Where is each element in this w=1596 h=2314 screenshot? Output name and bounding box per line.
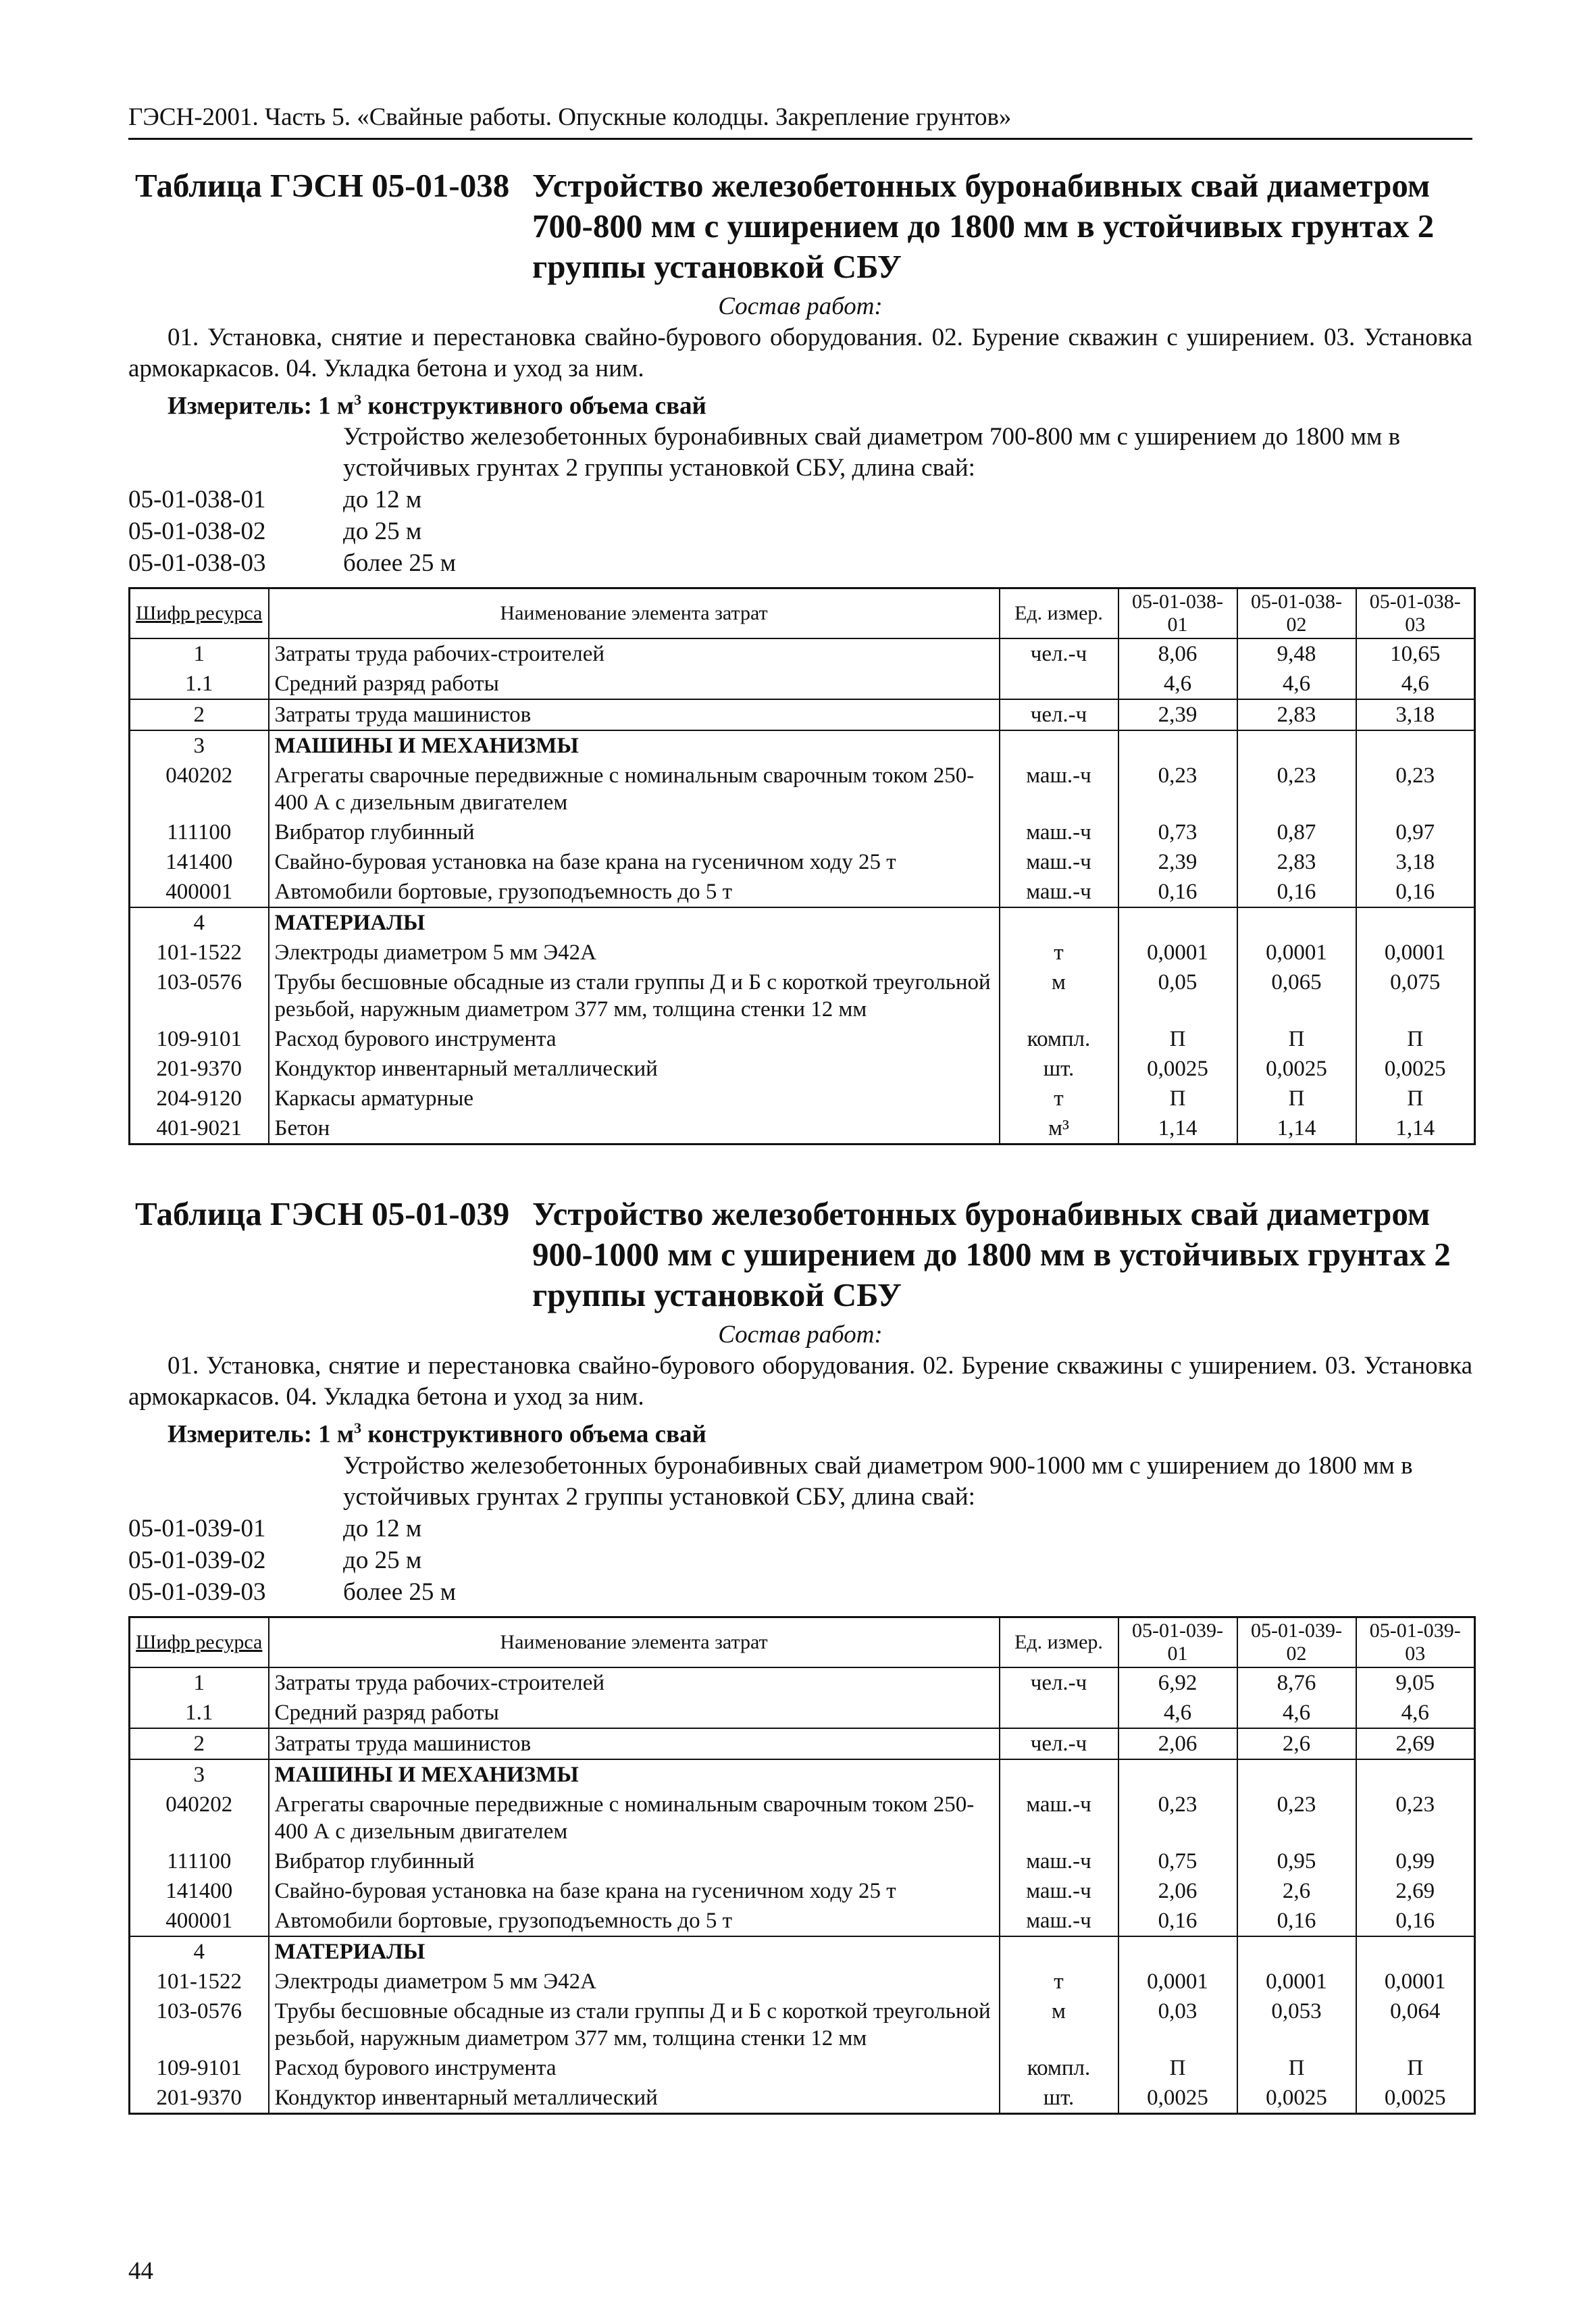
cell-value-2: 9,48: [1237, 638, 1356, 669]
cell-value-2: [1237, 730, 1356, 761]
cell-value-3: 0,97: [1356, 818, 1475, 847]
cell-name: Затраты труда машинистов: [269, 1728, 1000, 1759]
cell-value-1: 0,16: [1118, 877, 1237, 907]
table-title: [128, 166, 1472, 287]
cell-value-2: 4,6: [1237, 1698, 1356, 1728]
table-row: [130, 669, 1475, 699]
norm-desc: до 12 м: [343, 486, 422, 514]
cell-code: 141400: [130, 847, 269, 877]
cell-name: Средний разряд работы: [269, 669, 1000, 699]
page-number: 44: [128, 2257, 153, 2285]
unit-sup: 3: [354, 1419, 362, 1437]
cell-unit: м: [1000, 967, 1118, 1024]
cell-value-3: 2,69: [1356, 1876, 1475, 1906]
header-col-2: 05-01-039-02: [1237, 1617, 1356, 1667]
cell-unit: компл.: [1000, 1024, 1118, 1054]
cell-name: Трубы бесшовные обсадные из стали группы Д и Б с короткой треугольной резьбой, наружным диаметром 377 мм, толщина стенки 12 мм: [269, 967, 1000, 1024]
unit-label: Измеритель: 1 м: [168, 392, 355, 420]
cell-value-2: 0,23: [1237, 1790, 1356, 1846]
cell-value-3: П: [1356, 2053, 1475, 2083]
cell-name: МАШИНЫ И МЕХАНИЗМЫ: [269, 1759, 1000, 1790]
unit-sup: 3: [354, 391, 362, 408]
cell-value-2: 8,76: [1237, 1667, 1356, 1698]
table-row: [130, 847, 1475, 877]
cell-value-2: 4,6: [1237, 669, 1356, 699]
table-title-text: Устройство железобетонных буронабивных свай диаметром 700-800 мм с уширением до 1800 мм в устойчивых грунтах 2 группы установкой СБУ: [532, 167, 1435, 285]
cell-value-2: 0,87: [1237, 818, 1356, 847]
cell-value-3: 2,69: [1356, 1728, 1475, 1759]
cell-value-3: 10,65: [1356, 638, 1475, 669]
cell-value-1: 0,23: [1118, 761, 1237, 818]
cell-unit: маш.-ч: [1000, 847, 1118, 877]
table-row: [130, 1996, 1475, 2053]
cell-name: Кондуктор инвентарный металлический: [269, 2083, 1000, 2114]
norm-code: 05-01-038-01: [128, 486, 266, 514]
composition-heading: Состав работ:: [718, 1321, 883, 1349]
cell-unit: т: [1000, 1084, 1118, 1113]
code-row: [128, 515, 1472, 547]
composition-text: 01. Установка, снятие и перестановка свайно-бурового оборудования. 02. Бурение скважин с уширением. 03. Установка армокаркасов. 04. Укладка бетона и уход за ним.: [128, 324, 1472, 382]
table-header-row: [130, 588, 1475, 639]
table-section-row: [130, 1936, 1475, 1967]
cell-code: 1: [130, 1667, 269, 1698]
cell-value-1: 1,14: [1118, 1113, 1237, 1145]
cell-name: Агрегаты сварочные передвижные с номинальным сварочным током 250-400 А с дизельным двигателем: [269, 761, 1000, 818]
cell-value-1: 0,23: [1118, 1790, 1237, 1846]
cell-value-3: П: [1356, 1084, 1475, 1113]
cell-value-3: 3,18: [1356, 699, 1475, 730]
unit-label: Измеритель: 1 м: [168, 1420, 355, 1449]
unit-rest: конструктивного объема свай: [361, 1420, 706, 1449]
table-section-row: [130, 730, 1475, 761]
cell-value-2: 0,0025: [1237, 2083, 1356, 2114]
cell-value-2: 1,14: [1237, 1113, 1356, 1145]
table-row: [130, 938, 1475, 967]
cell-unit: [1000, 907, 1118, 938]
code-list: [128, 1513, 1472, 1608]
cell-code: 401-9021: [130, 1113, 269, 1145]
cell-unit: чел.-ч: [1000, 638, 1118, 669]
unit-line: [128, 1413, 1472, 1450]
cell-value-2: 0,0001: [1237, 1967, 1356, 1996]
table-header-row: [130, 1617, 1475, 1667]
cell-unit: чел.-ч: [1000, 699, 1118, 730]
cell-value-1: 6,92: [1118, 1667, 1237, 1698]
table-row: [130, 1113, 1475, 1145]
cell-value-1: 0,75: [1118, 1846, 1237, 1876]
code-list: [128, 484, 1472, 579]
document-page: [128, 101, 1472, 2115]
cell-name: Каркасы арматурные: [269, 1084, 1000, 1113]
table-title-prefix: Таблица ГЭСН 05-01-038: [135, 167, 510, 204]
cell-unit: маш.-ч: [1000, 1846, 1118, 1876]
table-title-text: Устройство железобетонных буронабивных свай диаметром 900-1000 мм с уширением до 1800 мм в устойчивых грунтах 2 группы установкой СБУ: [532, 1195, 1451, 1314]
cell-value-2: 2,83: [1237, 699, 1356, 730]
cell-name: Автомобили бортовые, грузоподъемность до 5 т: [269, 1906, 1000, 1936]
norm-code: 05-01-038-03: [128, 549, 266, 578]
resource-table: [128, 587, 1476, 1145]
norm-code: 05-01-039-02: [128, 1546, 266, 1574]
cell-name: МАШИНЫ И МЕХАНИЗМЫ: [269, 730, 1000, 761]
cell-value-1: [1118, 730, 1237, 761]
cell-value-1: П: [1118, 2053, 1237, 2083]
cell-unit: шт.: [1000, 1054, 1118, 1084]
table-row: [130, 699, 1475, 730]
cell-value-1: 0,73: [1118, 818, 1237, 847]
cell-unit: чел.-ч: [1000, 1667, 1118, 1698]
table-row: [130, 2083, 1475, 2114]
cell-value-2: 0,0001: [1237, 938, 1356, 967]
cell-name: Свайно-буровая установка на базе крана на гусеничном ходу 25 т: [269, 847, 1000, 877]
cell-unit: маш.-ч: [1000, 877, 1118, 907]
norm-desc: более 25 м: [343, 549, 457, 578]
header-col-3: 05-01-039-03: [1356, 1617, 1475, 1667]
cell-value-1: 0,0025: [1118, 2083, 1237, 2114]
cell-code: 2: [130, 699, 269, 730]
cell-value-3: [1356, 730, 1475, 761]
table-title-prefix: Таблица ГЭСН 05-01-039: [135, 1195, 510, 1233]
cell-name: Кондуктор инвентарный металлический: [269, 1054, 1000, 1084]
cell-value-3: 0,075: [1356, 967, 1475, 1024]
cell-value-3: 9,05: [1356, 1667, 1475, 1698]
header-col-2: 05-01-038-02: [1237, 588, 1356, 639]
cell-code: 040202: [130, 761, 269, 818]
cell-value-3: 3,18: [1356, 847, 1475, 877]
header-code: Шифр ресурса: [130, 1617, 269, 1667]
table-row: [130, 1698, 1475, 1728]
intro-text: Устройство железобетонных буронабивных свай диаметром 700-800 мм с уширением до 1800 мм в устойчивых грунтах 2 группы установкой СБУ, длина свай:: [343, 423, 1401, 482]
cell-code: 400001: [130, 877, 269, 907]
cell-value-1: 0,16: [1118, 1906, 1237, 1936]
table-row: [130, 1728, 1475, 1759]
cell-value-1: 0,05: [1118, 967, 1237, 1024]
norm-desc: более 25 м: [343, 1578, 457, 1606]
cell-unit: компл.: [1000, 2053, 1118, 2083]
cell-code: 2: [130, 1728, 269, 1759]
cell-value-1: 0,0025: [1118, 1054, 1237, 1084]
cell-value-3: 0,064: [1356, 1996, 1475, 2053]
cell-value-1: 2,06: [1118, 1876, 1237, 1906]
cell-code: 109-9101: [130, 2053, 269, 2083]
cell-name: Затраты труда машинистов: [269, 699, 1000, 730]
cell-value-2: [1237, 1759, 1356, 1790]
cell-code: 1: [130, 638, 269, 669]
cell-unit: м: [1000, 1996, 1118, 2053]
cell-unit: [1000, 1936, 1118, 1967]
norm-code: 05-01-039-01: [128, 1514, 266, 1542]
cell-code: 3: [130, 1759, 269, 1790]
cell-code: 201-9370: [130, 2083, 269, 2114]
table-row: [130, 967, 1475, 1024]
cell-code: 1.1: [130, 669, 269, 699]
table-row: [130, 818, 1475, 847]
cell-name: Автомобили бортовые, грузоподъемность до 5 т: [269, 877, 1000, 907]
cell-value-1: 8,06: [1118, 638, 1237, 669]
header-unit: Ед. измер.: [1000, 1617, 1118, 1667]
cell-code: 101-1522: [130, 1967, 269, 1996]
cell-code: 201-9370: [130, 1054, 269, 1084]
cell-code: 4: [130, 1936, 269, 1967]
cell-name: Средний разряд работы: [269, 1698, 1000, 1728]
cell-code: 400001: [130, 1906, 269, 1936]
resource-table: [128, 1616, 1476, 2115]
cell-unit: шт.: [1000, 2083, 1118, 2114]
cell-value-2: 2,6: [1237, 1876, 1356, 1906]
composition-text: 01. Установка, снятие и перестановка свайно-бурового оборудования. 02. Бурение скважины с уширением. 03. Установка армокаркасов. 04. Укладка бетона и уход за ним.: [128, 1352, 1472, 1411]
cell-value-2: П: [1237, 1084, 1356, 1113]
cell-code: 4: [130, 907, 269, 938]
cell-name: Затраты труда рабочих-строителей: [269, 1667, 1000, 1698]
header-name: Наименование элемента затрат: [269, 1617, 1000, 1667]
header-name: Наименование элемента затрат: [269, 588, 1000, 639]
cell-name: Электроды диаметром 5 мм Э42А: [269, 1967, 1000, 1996]
cell-value-3: [1356, 1936, 1475, 1967]
cell-value-3: 0,99: [1356, 1846, 1475, 1876]
cell-value-3: 0,16: [1356, 1906, 1475, 1936]
cell-name: Расход бурового инструмента: [269, 1024, 1000, 1054]
intro-text: Устройство железобетонных буронабивных свай диаметром 900-1000 мм с уширением до 1800 мм в устойчивых грунтах 2 группы установкой СБУ, длина свай:: [343, 1451, 1413, 1511]
norm-desc: до 25 м: [343, 1546, 422, 1574]
cell-code: 111100: [130, 1846, 269, 1876]
cell-unit: [1000, 1698, 1118, 1728]
cell-unit: м³: [1000, 1113, 1118, 1145]
cell-name: Трубы бесшовные обсадные из стали группы Д и Б с короткой треугольной резьбой, наружным диаметром 377 мм, толщина стенки 12 мм: [269, 1996, 1000, 2053]
cell-unit: т: [1000, 1967, 1118, 1996]
header-code: Шифр ресурса: [130, 588, 269, 639]
cell-value-3: 0,23: [1356, 761, 1475, 818]
table-section-row: [130, 1759, 1475, 1790]
cell-unit: маш.-ч: [1000, 761, 1118, 818]
code-row: [128, 1544, 1472, 1576]
cell-unit: маш.-ч: [1000, 1790, 1118, 1846]
cell-name: Затраты труда рабочих-строителей: [269, 638, 1000, 669]
table-row: [130, 761, 1475, 818]
cell-value-2: 2,6: [1237, 1728, 1356, 1759]
cell-unit: [1000, 1759, 1118, 1790]
cell-value-2: 2,83: [1237, 847, 1356, 877]
cell-value-2: 0,065: [1237, 967, 1356, 1024]
cell-value-3: 4,6: [1356, 669, 1475, 699]
cell-value-2: 0,16: [1237, 1906, 1356, 1936]
cell-unit: [1000, 669, 1118, 699]
cell-value-3: 0,0025: [1356, 1054, 1475, 1084]
cell-unit: маш.-ч: [1000, 1876, 1118, 1906]
cell-value-2: 0,23: [1237, 761, 1356, 818]
cell-value-2: [1237, 1936, 1356, 1967]
cell-code: 103-0576: [130, 967, 269, 1024]
cell-name: Расход бурового инструмента: [269, 2053, 1000, 2083]
cell-value-2: 0,053: [1237, 1996, 1356, 2053]
cell-value-1: 0,0001: [1118, 938, 1237, 967]
table-row: [130, 2053, 1475, 2083]
cell-value-2: П: [1237, 2053, 1356, 2083]
code-row: [128, 547, 1472, 579]
header-col-1: 05-01-039-01: [1118, 1617, 1237, 1667]
cell-value-1: П: [1118, 1084, 1237, 1113]
table-block-039: [128, 1194, 1472, 2114]
cell-value-3: 0,0001: [1356, 1967, 1475, 1996]
table-row: [130, 1846, 1475, 1876]
cell-name: МАТЕРИАЛЫ: [269, 907, 1000, 938]
unit-line: [128, 384, 1472, 422]
cell-value-2: 0,16: [1237, 877, 1356, 907]
cell-value-3: [1356, 907, 1475, 938]
cell-name: Агрегаты сварочные передвижные с номинальным сварочным током 250-400 А с дизельным двигателем: [269, 1790, 1000, 1846]
table-row: [130, 1876, 1475, 1906]
cell-value-2: 0,95: [1237, 1846, 1356, 1876]
table-row: [130, 1054, 1475, 1084]
cell-code: 1.1: [130, 1698, 269, 1728]
cell-value-1: 2,39: [1118, 847, 1237, 877]
cell-unit: [1000, 730, 1118, 761]
cell-value-1: П: [1118, 1024, 1237, 1054]
cell-value-3: 0,16: [1356, 877, 1475, 907]
cell-name: Свайно-буровая установка на базе крана на гусеничном ходу 25 т: [269, 1876, 1000, 1906]
norm-desc: до 25 м: [343, 518, 422, 546]
norm-code: 05-01-039-03: [128, 1578, 266, 1606]
table-row: [130, 1667, 1475, 1698]
cell-value-3: 0,0001: [1356, 938, 1475, 967]
cell-name: Вибратор глубинный: [269, 818, 1000, 847]
code-row: [128, 484, 1472, 515]
cell-name: МАТЕРИАЛЫ: [269, 1936, 1000, 1967]
cell-value-3: 0,23: [1356, 1790, 1475, 1846]
cell-value-1: 2,06: [1118, 1728, 1237, 1759]
cell-unit: маш.-ч: [1000, 818, 1118, 847]
code-row: [128, 1513, 1472, 1544]
cell-value-3: 1,14: [1356, 1113, 1475, 1145]
table-row: [130, 1906, 1475, 1936]
cell-value-1: 4,6: [1118, 1698, 1237, 1728]
cell-code: 111100: [130, 818, 269, 847]
running-header: ГЭСН-2001. Часть 5. «Свайные работы. Опускные колодцы. Закрепление грунтов»: [128, 101, 1472, 140]
header-unit: Ед. измер.: [1000, 588, 1118, 639]
cell-unit: чел.-ч: [1000, 1728, 1118, 1759]
header-col-3: 05-01-038-03: [1356, 588, 1475, 639]
cell-value-1: 2,39: [1118, 699, 1237, 730]
table-row: [130, 1084, 1475, 1113]
cell-value-1: [1118, 1759, 1237, 1790]
cell-code: 3: [130, 730, 269, 761]
cell-unit: маш.-ч: [1000, 1906, 1118, 1936]
cell-value-2: [1237, 907, 1356, 938]
cell-code: 103-0576: [130, 1996, 269, 2053]
table-row: [130, 1790, 1475, 1846]
cell-value-1: [1118, 1936, 1237, 1967]
table-section-row: [130, 907, 1475, 938]
cell-code: 109-9101: [130, 1024, 269, 1054]
cell-value-1: [1118, 907, 1237, 938]
cell-code: 204-9120: [130, 1084, 269, 1113]
cell-code: 101-1522: [130, 938, 269, 967]
unit-rest: конструктивного объема свай: [361, 392, 706, 420]
table-title: [128, 1194, 1472, 1315]
cell-value-1: 0,03: [1118, 1996, 1237, 2053]
table-row: [130, 638, 1475, 669]
cell-value-2: 0,0025: [1237, 1054, 1356, 1084]
table-block-038: [128, 166, 1472, 1145]
table-row: [130, 1967, 1475, 1996]
cell-name: Электроды диаметром 5 мм Э42А: [269, 938, 1000, 967]
norm-code: 05-01-038-02: [128, 518, 266, 546]
code-row: [128, 1576, 1472, 1608]
table-row: [130, 877, 1475, 907]
cell-name: Бетон: [269, 1113, 1000, 1145]
table-row: [130, 1024, 1475, 1054]
cell-code: 040202: [130, 1790, 269, 1846]
cell-name: Вибратор глубинный: [269, 1846, 1000, 1876]
cell-value-2: П: [1237, 1024, 1356, 1054]
cell-code: 141400: [130, 1876, 269, 1906]
cell-value-3: 0,0025: [1356, 2083, 1475, 2114]
cell-value-3: [1356, 1759, 1475, 1790]
cell-value-3: 4,6: [1356, 1698, 1475, 1728]
cell-unit: т: [1000, 938, 1118, 967]
composition-heading: Состав работ:: [718, 293, 883, 320]
cell-value-1: 0,0001: [1118, 1967, 1237, 1996]
norm-desc: до 12 м: [343, 1514, 422, 1542]
cell-value-3: П: [1356, 1024, 1475, 1054]
header-col-1: 05-01-038-01: [1118, 588, 1237, 639]
cell-value-1: 4,6: [1118, 669, 1237, 699]
